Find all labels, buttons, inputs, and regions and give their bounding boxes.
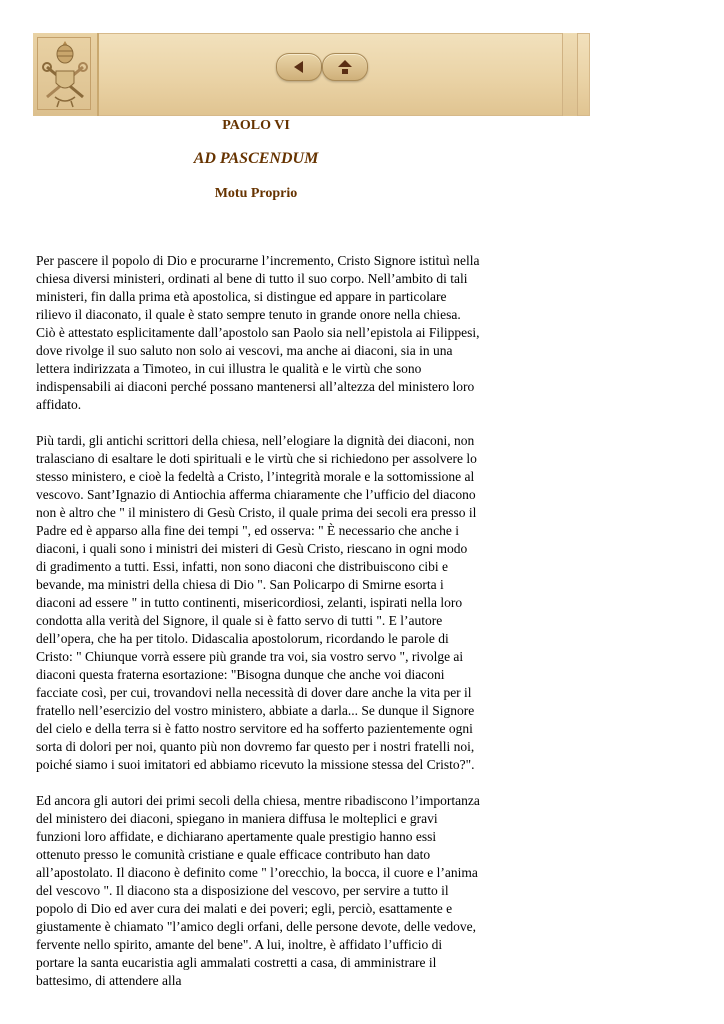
header-banner (33, 33, 590, 116)
document-title: AD PASCENDUM (193, 150, 319, 167)
paragraph: Più tardi, gli antichi scrittori della chiesa, nell’elogiare la dignità dei diaconi, non tralasciano di esaltare le doti spirituali e le virtù che si richiedono per assolvere lo stesso ministero, e cioè la fedeltà a Cristo, l’integrità morale e la sottomissione al vescovo. Sant’Ignazio di Antiochia afferma chiaramente che l’ufficio del diacono non è altro che " il ministero di Gesù Cristo, il quale prima dei secoli era presso il Padre ed è apparso alla fine dei tempi ", ed osserva: " È necessario che anche i diaconi, i quali sono i ministri dei misteri di Gesù Cristo, riescano in ogni modo di gradimento a tutti. Essi, infatti, non sono diaconi che distribuiscono cibi e bevande, ma ministri della chiesa di Dio ". San Policarpo di Smirne esorta i diaconi ad essere " in tutto continenti, misericordiosi, zelanti, ispirati nella loro condotta alla verità del Signore, il quale si è fatto servo di tutti ". E l’autore dell’opera, che ha per titolo. Didascalia apostolorum, ricordando le parole di Cristo: " Chiunque vorrà essere più grande tra voi, sia vostro servo ", rivolge ai diaconi questa fraterna esortazione: "Bisogna dunque che anche voi diaconi facciate così, per cui, trovandovi nella necessità di dover dare anche la vita per il fratello nell’esercizio del vostro ministero, abbiate a darla... Se dunque il Signore del cielo e della terra si è fatto nostro servitore ed ha sofferto pazientemente ogni sorta di dolori per noi, quanto più non dovremo far questo per i nostri fratelli noi, poiché siamo i suoi imitatori ed abbiamo ricevuto la missione stessa del Cristo?". (36, 433, 477, 772)
up-button[interactable] (322, 53, 368, 81)
document-body (36, 252, 480, 1008)
crest-panel (33, 33, 99, 116)
paragraph: Per pascere il popolo di Dio e procurarne l’incremento, Cristo Signore istituì nella chiesa diversi ministeri, ordinati al bene di tutto il suo corpo. Nell’ambito di tali ministeri, fin dalla prima età apostolica, si distingue ed appare in particolare rilievo il diaconato, il quale è stato sempre tenuto in grande onore nella chiesa. Ciò è attestato esplicitamente dall’apostolo san Paolo sia nell’epistola ai Filippesi, dove rivolge il suo saluto non solo ai vescovi, ma anche ai diaconi, sia in una lettera indirizzata a Timoteo, in cui illustra le qualità e le virtù che sono indispensabili ai diaconi perché possano mantenersi all’altezza del ministero loro affidato. (36, 253, 480, 412)
document-author: PAOLO VI (222, 118, 290, 133)
banner-decoration (562, 33, 578, 116)
arrow-up-icon (323, 54, 367, 80)
document-subtitle: Motu Proprio (214, 186, 298, 201)
back-button[interactable] (276, 53, 322, 81)
papal-crest-icon (39, 37, 91, 111)
paragraph: Ed ancora gli autori dei primi secoli della chiesa, mentre ribadiscono l’importanza del ministero dei diaconi, spiegano in maniera diffusa le molteplici e gravi funzioni loro affidate, e dichiarano apertamente quale prestigio hanno essi ottenuto presso le comunità cristiane e quale efficace contributo han dato all’apostolato. Il diacono è definito come " l’orecchio, la bocca, il cuore e l’anima del vescovo ". Il diacono sta a disposizione del vescovo, per servire a tutto il popolo di Dio ed aver cura dei malati e dei poveri; egli, perciò, esattamente e giustamente è chiamato "l’amico degli orfani, delle persone devote, delle vedove, fervente nello spirito, amante del bene". A lui, inoltre, è affidato l’ufficio di portare la santa eucaristia agli ammalati costretti a casa, di amministrare il battesimo, di attendere alla (36, 793, 480, 988)
arrow-left-icon (277, 54, 321, 80)
